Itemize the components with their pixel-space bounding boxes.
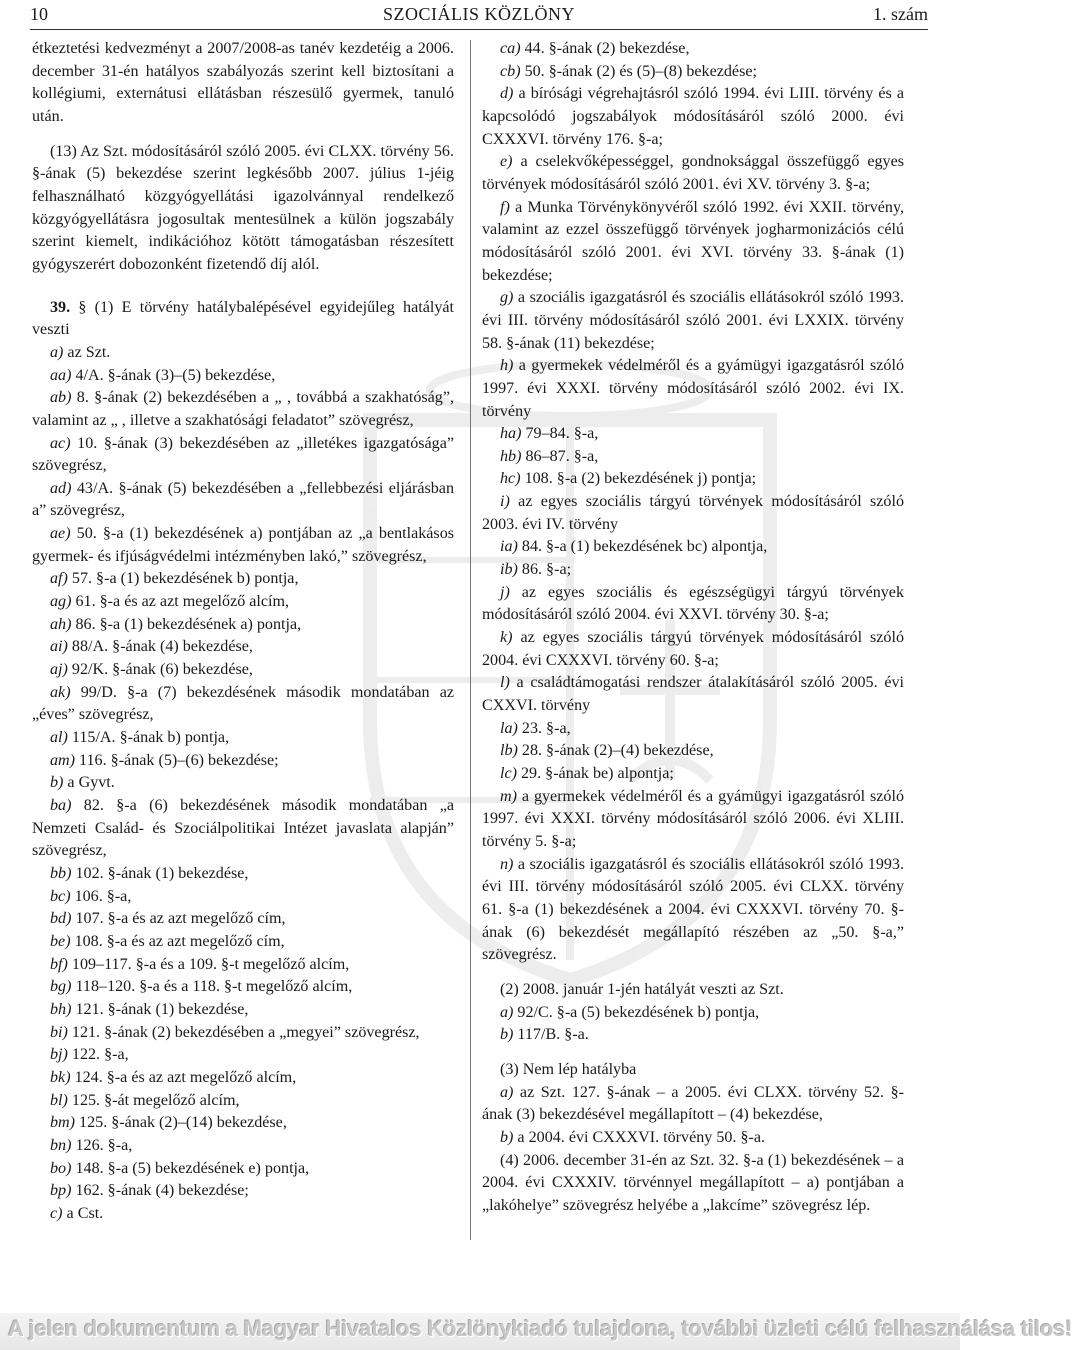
item-label: af) bbox=[50, 570, 68, 588]
section-number: 39. bbox=[50, 298, 71, 316]
journal-title: SZOCIÁLIS KÖZLÖNY bbox=[383, 4, 575, 24]
footer-notice: A jelen dokumentum a Magyar Hivatalos Közlönykiadó tulajdona, további üzleti célú felhasználása tilos! bbox=[8, 1316, 1072, 1341]
item-label: ca) bbox=[500, 40, 521, 57]
paragraph bbox=[32, 38, 454, 129]
paragraph bbox=[482, 423, 904, 446]
paragraph bbox=[32, 908, 454, 931]
paragraph-text: 121. §-ának (2) bekezdésében a „megyei” szövegrész, bbox=[67, 1023, 420, 1041]
item-label: bn) bbox=[50, 1136, 72, 1154]
paragraph bbox=[482, 38, 904, 61]
item-label: hb) bbox=[500, 447, 522, 465]
item-label: bd) bbox=[50, 910, 72, 928]
paragraph bbox=[32, 141, 454, 277]
paragraph-text: étkeztetési kedvezményt a 2007/2008-as tanév kezdetéig a 2006. december 31-én hatályos szabályozás szerint kell biztosítani a kollégiumi, externátusi ellátásban részesülő gyermek, tanuló után. bbox=[32, 40, 454, 125]
item-label: h) bbox=[500, 357, 514, 375]
paragraph-text: 125. §-át megelőző alcím, bbox=[67, 1091, 240, 1109]
item-label: m) bbox=[500, 787, 517, 805]
paragraph-text: 124. §-a és az azt megelőző alcím, bbox=[70, 1068, 297, 1086]
paragraph bbox=[482, 718, 904, 741]
paragraph-text: a 2004. évi CXXXVI. törvény 50. §-a. bbox=[513, 1128, 766, 1146]
paragraph-text: a gyermekek védelméről és a gyámügyi igazgatásról szóló 1997. évi XXXI. törvény módosításáról szóló 2006. évi XLIII. törvény 5. §-a; bbox=[482, 787, 904, 850]
item-label: ib) bbox=[500, 561, 518, 579]
item-label: ag) bbox=[50, 593, 72, 611]
paragraph-text: 4/A. §-ának (3)–(5) bekezdése, bbox=[71, 366, 276, 384]
paragraph-text: 92/K. §-ának (6) bekezdése, bbox=[67, 661, 253, 679]
paragraph bbox=[32, 433, 454, 478]
item-label: a) bbox=[500, 1083, 514, 1101]
paragraph bbox=[32, 1090, 454, 1113]
paragraph-text: 79–84. §-a, bbox=[521, 425, 599, 443]
item-label: b) bbox=[500, 1026, 514, 1044]
item-label: ak) bbox=[50, 683, 71, 701]
item-label: ad) bbox=[50, 479, 72, 497]
paragraph-text: 118–120. §-a és a 118. §-t megelőző alcím, bbox=[71, 978, 353, 996]
paragraph bbox=[482, 1082, 904, 1127]
paragraph bbox=[482, 1127, 904, 1150]
paragraph-text: 102. §-ának (1) bekezdése, bbox=[71, 864, 249, 882]
paragraph bbox=[32, 523, 454, 568]
paragraph-text: 108. §-a és az azt megelőző cím, bbox=[70, 932, 285, 950]
paragraph-text: az egyes szociális tárgyú törvények módosításáról szóló 2003. évi IV. törvény bbox=[482, 493, 904, 533]
paragraph-text: 122. §-a, bbox=[67, 1046, 129, 1064]
paragraph-text: 117/B. §-a. bbox=[513, 1026, 589, 1044]
paragraph-text: 125. §-ának (2)–(14) bekezdése, bbox=[75, 1114, 287, 1132]
item-label: ai) bbox=[50, 638, 68, 656]
item-label: a) bbox=[50, 343, 64, 361]
item-label: f) bbox=[500, 198, 510, 216]
paragraph bbox=[32, 591, 454, 614]
paragraph bbox=[32, 636, 454, 659]
paragraph-text: 116. §-ának (5)–(6) bekezdése; bbox=[75, 751, 279, 769]
paragraph-text: a szociális igazgatásról és szociális ellátásokról szóló 1993. évi III. törvény módosításáról szóló 2001. évi LXXIX. törvény 58. §-ának (11) bekezdése; bbox=[482, 289, 904, 352]
paragraph-text: 162. §-ának (4) bekezdése; bbox=[71, 1182, 249, 1200]
paragraph bbox=[32, 750, 454, 773]
paragraph bbox=[32, 1180, 454, 1203]
paragraph-text: 126. §-a, bbox=[71, 1136, 133, 1154]
paragraph-text: 99/D. §-a (7) bekezdésének második mondatában az „éves” szövegrész, bbox=[32, 683, 454, 724]
paragraph-text: 82. §-a (6) bekezdésének második mondatában „a Nemzeti Család- és Szociálpolitikai Intézet javaslata alapján” szövegrész, bbox=[32, 797, 454, 860]
paragraph bbox=[32, 772, 454, 795]
paragraph bbox=[482, 83, 904, 151]
issue-number: 1. szám bbox=[873, 4, 928, 24]
paragraph-text: a Gyvt. bbox=[63, 774, 115, 792]
paragraph-text: 108. §-a (2) bekezdésének j) pontja; bbox=[520, 470, 757, 488]
paragraph bbox=[32, 614, 454, 637]
paragraph-text: a gyermekek védelméről és a gyámügyi igazgatásról szóló 1997. évi XXXI. törvény módosításáról szóló 2002. évi IX. törvény bbox=[482, 357, 904, 420]
paragraph-text: 121. §-ának (1) bekezdése, bbox=[71, 1000, 249, 1018]
item-label: ha) bbox=[500, 425, 522, 443]
item-label: cb) bbox=[500, 62, 521, 80]
paragraph bbox=[32, 727, 454, 750]
paragraph bbox=[482, 1002, 904, 1025]
paragraph-text: (3) Nem lép hatályba bbox=[500, 1060, 637, 1078]
paragraph-text: 88/A. §-ának (4) bekezdése, bbox=[67, 638, 253, 656]
paragraph bbox=[32, 863, 454, 886]
paragraph-text: az egyes szociális és egészségügyi tárgyú törvények módosításáról szóló 2004. évi XXVI. törvény 30. §-a; bbox=[482, 583, 904, 624]
paragraph bbox=[482, 1059, 904, 1082]
paragraph bbox=[482, 197, 904, 288]
paragraph bbox=[482, 854, 904, 967]
paragraph-text: 107. §-a és az azt megelőző cím, bbox=[71, 910, 286, 928]
paragraph bbox=[482, 151, 904, 196]
paragraph-text: a cselekvőképességgel, gondnoksággal összefüggő egyes törvények módosításáról szóló 2001. évi XV. törvény 3. §-a; bbox=[482, 153, 904, 193]
item-label: j) bbox=[500, 583, 510, 601]
item-label: n) bbox=[500, 855, 514, 873]
paragraph-text: 10. §-ának (3) bekezdésében az „illetékes igazgatósága” szövegrész, bbox=[32, 434, 454, 475]
paragraph-text: § (1) E törvény hatálybalépésével egyidejűleg hatályát veszti bbox=[32, 298, 454, 339]
item-label: be) bbox=[50, 932, 71, 950]
item-label: al) bbox=[50, 729, 68, 747]
item-label: am) bbox=[50, 751, 76, 769]
paragraph-text: (13) Az Szt. módosításáról szóló 2005. évi CLXX. törvény 56. §-ának (5) bekezdése szerint legkésőbb 2007. július 1-jéig felhasználható közgyógyellátási igazolvánnyal rendelkező közgyógyellátásra jogosultak mentesülnek a külön jogszabály szerint kiemelt, indikációhoz kötött támogatásban részesített gyógyszerért dobozonként fizetendő díj alól. bbox=[32, 142, 454, 273]
paragraph bbox=[32, 682, 454, 727]
paragraph bbox=[32, 886, 454, 909]
item-label: bl) bbox=[50, 1091, 68, 1109]
item-label: bi) bbox=[50, 1023, 68, 1041]
paragraph-text: 148. §-a (5) bekezdésének e) pontja, bbox=[71, 1159, 310, 1177]
paragraph-text: 57. §-a (1) bekezdésének b) pontja, bbox=[67, 570, 299, 588]
paragraph bbox=[482, 627, 904, 672]
paragraph bbox=[482, 446, 904, 469]
item-label: bk) bbox=[50, 1068, 71, 1086]
paragraph-text: a bírósági végrehajtásról szóló 1994. évi LIII. törvény és a kapcsolódó jogszabályok módosításáról szóló 2000. évi CXXXVI. törvény 176. §-a; bbox=[482, 85, 904, 148]
paragraph bbox=[482, 763, 904, 786]
item-label: b) bbox=[500, 1128, 514, 1146]
paragraph bbox=[32, 1158, 454, 1181]
item-label: la) bbox=[500, 719, 518, 737]
left-column bbox=[32, 38, 454, 1225]
item-label: bf) bbox=[50, 955, 68, 973]
item-label: bc) bbox=[50, 887, 71, 905]
paragraph bbox=[32, 297, 454, 342]
paragraph bbox=[32, 999, 454, 1022]
paragraph bbox=[32, 1112, 454, 1135]
column-divider bbox=[470, 40, 471, 1240]
paragraph bbox=[32, 795, 454, 863]
paragraph bbox=[32, 976, 454, 999]
paragraph bbox=[32, 1203, 454, 1226]
paragraph-text: 8. §-ának (2) bekezdésében a „ , továbbá a szakhatóság”, valamint az „ , illetve a szakhatósági feladatot” szövegrész, bbox=[32, 389, 454, 429]
paragraph bbox=[32, 365, 454, 388]
paragraph bbox=[482, 979, 904, 1002]
item-label: bj) bbox=[50, 1046, 68, 1064]
paragraph bbox=[32, 1135, 454, 1158]
item-label: bh) bbox=[50, 1000, 72, 1018]
paragraph-text: 109–117. §-a és a 109. §-t megelőző alcím, bbox=[67, 955, 350, 973]
paragraph bbox=[32, 931, 454, 954]
item-label: hc) bbox=[500, 470, 521, 488]
page-header bbox=[30, 4, 928, 28]
paragraph-text: 84. §-a (1) bekezdésének bc) alpontja, bbox=[517, 538, 768, 556]
paragraph bbox=[482, 468, 904, 491]
paragraph bbox=[482, 1024, 904, 1047]
item-label: lb) bbox=[500, 742, 518, 760]
paragraph-text: 43/A. §-ának (5) bekezdésében a „fellebbezési eljárásban a” szövegrész, bbox=[32, 479, 454, 520]
paragraph-text: 23. §-a, bbox=[517, 719, 571, 737]
paragraph bbox=[32, 1044, 454, 1067]
paragraph-text: (4) 2006. december 31-én az Szt. 32. §-a (1) bekezdésének – a 2004. évi CXXXIV. törvénnyel megállapított – a) pontjában a „lakóhelye” szövegrész helyébe a „lakcíme” szövegrész lép. bbox=[482, 1151, 904, 1214]
item-label: bp) bbox=[50, 1182, 72, 1200]
item-label: ab) bbox=[50, 389, 72, 407]
paragraph-text: a Cst. bbox=[62, 1204, 104, 1222]
item-label: g) bbox=[500, 289, 514, 307]
paragraph-text: 92/C. §-a (5) bekezdésének b) pontja, bbox=[513, 1003, 760, 1021]
paragraph bbox=[32, 342, 454, 365]
paragraph bbox=[482, 536, 904, 559]
paragraph bbox=[32, 659, 454, 682]
paragraph bbox=[32, 478, 454, 523]
item-label: ae) bbox=[50, 525, 71, 543]
item-label: ba) bbox=[50, 797, 72, 814]
item-label: i) bbox=[500, 493, 510, 511]
paragraph-text: az Szt. 127. §-ának – a 2005. évi CLXX. törvény 52. §-ának (3) bekezdésével megállapított – (4) bekezdése, bbox=[482, 1083, 904, 1124]
paragraph bbox=[482, 786, 904, 854]
item-label: bg) bbox=[50, 978, 72, 996]
paragraph bbox=[482, 287, 904, 355]
item-label: bm) bbox=[50, 1114, 76, 1132]
page-number: 10 bbox=[30, 4, 48, 24]
item-label: e) bbox=[500, 153, 513, 171]
item-label: aj) bbox=[50, 661, 68, 679]
item-label: ah) bbox=[50, 615, 72, 633]
paragraph bbox=[32, 954, 454, 977]
paragraph-text: 61. §-a és az azt megelőző alcím, bbox=[71, 593, 290, 611]
paragraph-text: (2) 2008. január 1-jén hatályát veszti az Szt. bbox=[500, 980, 784, 998]
paragraph-text: 28. §-ának (2)–(4) bekezdése, bbox=[517, 742, 714, 760]
item-label: b) bbox=[50, 774, 64, 792]
item-label: ac) bbox=[50, 434, 71, 452]
paragraph-text: a szociális igazgatásról és szociális ellátásokról szóló 1993. évi III. törvény módosításáról szóló 2005. évi CLXX. törvény 61. §-a (1) bekezdésének a 2004. évi CXXXVI. törvény 70. §-ának (6) bekezdését megállapító részében az „50. §-a,” szövegrész. bbox=[482, 855, 904, 964]
paragraph bbox=[32, 1067, 454, 1090]
paragraph-text: a Munka Törvénykönyvéről szóló 1992. évi XXII. törvény, valamint az ezzel összefüggő törvények jogharmonizációs célú módosításáról szóló 2001. évi XVI. törvény 33. §-ának (1) bekezdése; bbox=[482, 198, 904, 284]
paragraph-text: 50. §-ának (2) és (5)–(8) bekezdése; bbox=[520, 62, 757, 80]
paragraph bbox=[482, 559, 904, 582]
paragraph-text: 86. §-a; bbox=[517, 561, 572, 579]
paragraph-text: 106. §-a, bbox=[70, 887, 132, 905]
paragraph bbox=[482, 582, 904, 627]
paragraph bbox=[482, 740, 904, 763]
item-label: a) bbox=[500, 1003, 514, 1021]
paragraph-text: 44. §-ának (2) bekezdése, bbox=[520, 40, 690, 57]
paragraph bbox=[482, 672, 904, 717]
paragraph bbox=[482, 61, 904, 84]
item-label: bo) bbox=[50, 1159, 72, 1177]
header-rule bbox=[30, 29, 928, 30]
item-label: ia) bbox=[500, 538, 518, 556]
paragraph-text: a családtámogatási rendszer átalakításáról szóló 2005. évi CXXVI. törvény bbox=[482, 674, 904, 715]
paragraph-text: 50. §-a (1) bekezdésének a) pontjában az „a bentlakásos gyermek- és ifjúságvédelmi intézményben lakó,” szövegrész, bbox=[32, 525, 454, 565]
paragraph-text: 115/A. §-ának b) pontja, bbox=[67, 729, 230, 747]
item-label: c) bbox=[50, 1204, 63, 1222]
paragraph bbox=[32, 387, 454, 432]
paragraph-text: az Szt. bbox=[63, 343, 111, 361]
paragraph-text: 86. §-a (1) bekezdésének a) pontja, bbox=[71, 615, 302, 633]
paragraph bbox=[482, 491, 904, 536]
paragraph-text: 29. §-ának be) alpontja; bbox=[516, 765, 674, 782]
item-label: d) bbox=[500, 85, 514, 103]
paragraph bbox=[482, 355, 904, 423]
paragraph bbox=[32, 568, 454, 591]
paragraph bbox=[482, 1150, 904, 1218]
item-label: bb) bbox=[50, 864, 72, 882]
item-label: k) bbox=[500, 629, 513, 647]
paragraph-text: az egyes szociális tárgyú törvények módosításáról szóló 2004. évi CXXXVI. törvény 60. §-a; bbox=[482, 629, 904, 669]
item-label: lc) bbox=[500, 765, 517, 782]
item-label: aa) bbox=[50, 366, 72, 384]
paragraph-text: 86–87. §-a, bbox=[521, 447, 599, 465]
right-column bbox=[482, 38, 904, 1217]
paragraph bbox=[32, 1022, 454, 1045]
item-label: l) bbox=[500, 674, 510, 692]
